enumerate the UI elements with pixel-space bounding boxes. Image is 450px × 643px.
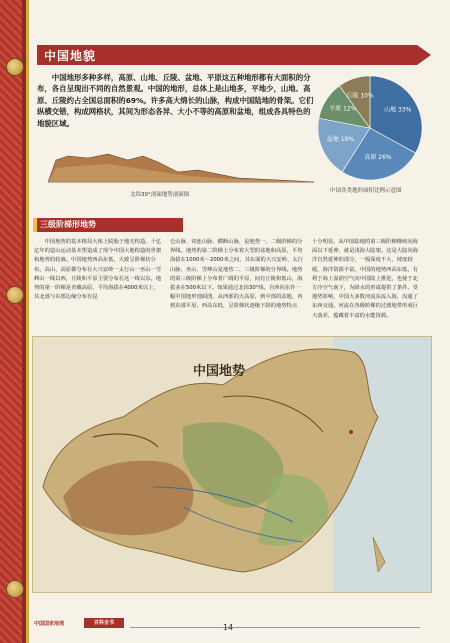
text-column-2: 仑山脉、祁连山脉、横断山脉，是地势一、二级阶梯的分界线。地势的第二阶梯上分布着大型的盆地和高原，平均海拔在1000米～2000米之间，其东面的大兴安岭、太行山脉、巫山、雪峰山是地势二、三级阶梯的分界线。地势的第三级阶梯上分布着广阔的平原，间有丘陵和低山，海拔多在500米以下。如果通过北纬30°线，自西向东作一幅中国地形剖面图，从西部的大高原，到中部的盆地，再到东部平原，西高东低，呈阶梯状逐级下降的地势特点 bbox=[170, 239, 303, 310]
pie-slice-label: 盆地 19% bbox=[326, 135, 355, 143]
pie-slice-label: 高原 26% bbox=[364, 154, 392, 162]
map-title: 中国地势 bbox=[193, 364, 246, 379]
spine-knob-icon bbox=[6, 286, 24, 304]
profile-caption: 北纬30°剖面地势剖面图 bbox=[130, 192, 190, 198]
footer-series: 中国国家地理 bbox=[34, 621, 65, 627]
intro-paragraph: 中国地形多种多样，高原、山地、丘陵、盆地、平原这五种地形都有大面积的分布，各自呈现出不同的自然景观。中国的地形，总体上是山地多，平地少，山地、高原、丘陵约占全国总面积的69%。许多高大绵长的山脉，构成中国陆地的骨架。它们纵横交错，构成网格状，其间为形态各异、大小不等的高原和盆地，组成各具特色的地貌区域。 bbox=[37, 73, 314, 128]
text-column-1: 中国地势的基本格局大体上脱胎于地壳构造。十亿亿年的造山运动基本塑造成了现今中国大地构造的骨架和地势的轮廓。中国地势西高东低，大致呈阶梯状分布。高山、高原都分布在大兴安岭一太行山一巫山一雪峰山一线以西，丘陵和平原主要分布在这一线以东。地势的第一阶梯是青藏高原，平均海拔在4000米以上，其北部与东部边缘分布有昆 bbox=[34, 239, 162, 301]
pie-caption: 中国各类地形面积比例示意图 bbox=[330, 188, 402, 194]
spine-knob-icon bbox=[6, 58, 24, 76]
page-number: 14 bbox=[223, 623, 234, 632]
section-title: 中国地貌 bbox=[44, 49, 97, 63]
terrain-pie-chart bbox=[318, 76, 422, 180]
pie-slice-label: 山地 33% bbox=[384, 106, 412, 114]
decorative-spine bbox=[0, 0, 22, 643]
terrain-profile bbox=[48, 148, 314, 188]
subsection-mark bbox=[33, 218, 37, 232]
gold-strip bbox=[26, 0, 29, 643]
spine-knob-icon bbox=[6, 580, 24, 598]
pie-slice-label: 平原 12% bbox=[329, 105, 357, 113]
subsection-title: 三级阶梯形地势 bbox=[40, 220, 96, 229]
pie-slice-label: 丘陵 10% bbox=[346, 92, 374, 100]
text-column-3: 十分明显。从中国陆地的第三级阶梯继续向海面以下延伸，就是浅海大陆架。这是大陆向海洋自然延伸的部分，一般深度不大，坡度较缓，海洋资源丰富。中国的地势西高东低，有利于海上湿润空气向中国陆上推进，也使于北方冷空气南下，为降水的形成提供了条件。受地势影响，中国大多数河流东流入海，沟通了东西交通。河流在各级阶梯的过渡地带形成巨大落差，蕴藏着丰富的水能资源。 bbox=[312, 239, 418, 319]
footer-tag: 百科全书 bbox=[84, 618, 124, 628]
footer-divider bbox=[130, 627, 420, 628]
